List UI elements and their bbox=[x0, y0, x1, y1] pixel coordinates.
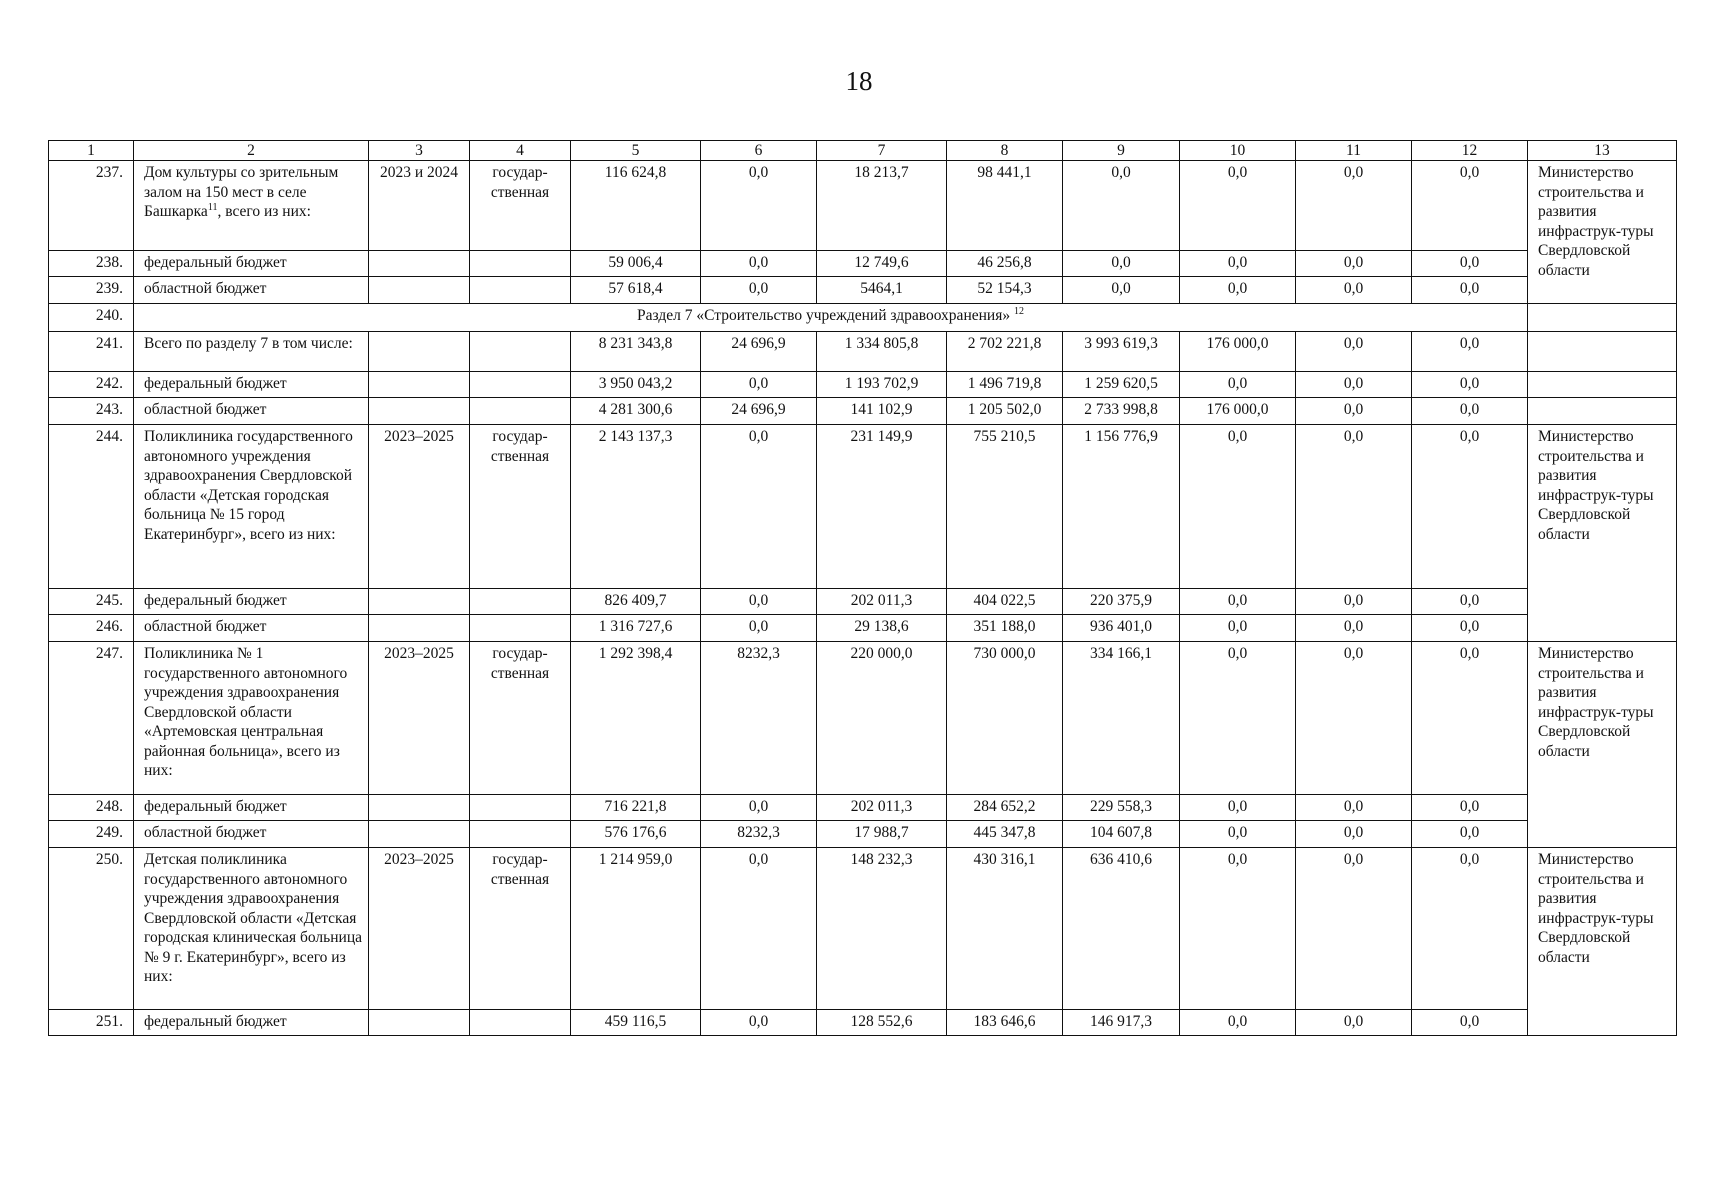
value-cell: 0,0 bbox=[1180, 251, 1296, 277]
column-header-row bbox=[49, 141, 1677, 161]
value-cell: 0,0 bbox=[1412, 848, 1528, 1010]
value-cell: 1 205 502,0 bbox=[947, 398, 1063, 425]
value-cell: 1 334 805,8 bbox=[817, 332, 947, 372]
value-cell: 24 696,9 bbox=[701, 398, 817, 425]
value-cell: 18 213,7 bbox=[817, 161, 947, 251]
value-cell: 0,0 bbox=[1296, 795, 1412, 821]
value-cell: 636 410,6 bbox=[1063, 848, 1180, 1010]
item-name-text: областной бюджет bbox=[144, 401, 267, 418]
section-title bbox=[134, 304, 1528, 332]
value-cell: 0,0 bbox=[1296, 251, 1412, 277]
value-cell: 46 256,8 bbox=[947, 251, 1063, 277]
row-number: 239. bbox=[49, 277, 134, 304]
value-cell: 8232,3 bbox=[701, 642, 817, 795]
value-cell: 1 156 776,9 bbox=[1063, 425, 1180, 589]
value-cell: 57 618,4 bbox=[571, 277, 701, 304]
years-cell: 2023–2025 bbox=[369, 848, 470, 1010]
ownership-type bbox=[470, 332, 571, 372]
value-cell: 0,0 bbox=[1296, 589, 1412, 615]
value-cell: 0,0 bbox=[1412, 615, 1528, 642]
value-cell: 0,0 bbox=[1180, 821, 1296, 848]
value-cell: 0,0 bbox=[1063, 277, 1180, 304]
value-cell: 5464,1 bbox=[817, 277, 947, 304]
table-row bbox=[49, 795, 1677, 821]
ownership-type bbox=[470, 821, 571, 848]
value-cell: 0,0 bbox=[701, 161, 817, 251]
value-cell: 0,0 bbox=[1063, 251, 1180, 277]
ownership-type bbox=[470, 795, 571, 821]
ownership-type bbox=[470, 589, 571, 615]
row-number: 246. bbox=[49, 615, 134, 642]
years-cell bbox=[369, 1010, 470, 1036]
value-cell: 351 188,0 bbox=[947, 615, 1063, 642]
value-cell: 176 000,0 bbox=[1180, 332, 1296, 372]
value-cell: 0,0 bbox=[701, 425, 817, 589]
table-row bbox=[49, 848, 1677, 1010]
ownership-type: государ-ственная bbox=[470, 848, 571, 1010]
responsible-org: Министерство строительства и развития инфраструк-туры Свердловской области bbox=[1528, 642, 1677, 848]
years-cell bbox=[369, 589, 470, 615]
item-name-text: федеральный бюджет bbox=[144, 798, 287, 815]
value-cell: 0,0 bbox=[1296, 425, 1412, 589]
column-header: 3 bbox=[369, 141, 470, 161]
item-name bbox=[134, 615, 369, 642]
value-cell: 0,0 bbox=[1412, 332, 1528, 372]
value-cell: 0,0 bbox=[1296, 821, 1412, 848]
column-header: 8 bbox=[947, 141, 1063, 161]
value-cell: 229 558,3 bbox=[1063, 795, 1180, 821]
table-row bbox=[49, 1010, 1677, 1036]
item-name-text: Поликлиника № 1 государственного автономного учреждения здравоохранения Свердловской области «Артемовская центральная районная больница», всего из них: bbox=[144, 645, 348, 779]
table-row bbox=[49, 161, 1677, 251]
ownership-type bbox=[470, 398, 571, 425]
years-cell: 2023 и 2024 bbox=[369, 161, 470, 251]
value-cell: 24 696,9 bbox=[701, 332, 817, 372]
item-name bbox=[134, 642, 369, 795]
row-number: 251. bbox=[49, 1010, 134, 1036]
item-name bbox=[134, 821, 369, 848]
value-cell: 0,0 bbox=[701, 795, 817, 821]
item-name bbox=[134, 372, 369, 398]
value-cell: 202 011,3 bbox=[817, 589, 947, 615]
table-row bbox=[49, 615, 1677, 642]
value-cell: 334 166,1 bbox=[1063, 642, 1180, 795]
responsible-org: Министерство строительства и развития инфраструк-туры Свердловской области bbox=[1528, 425, 1677, 642]
years-cell bbox=[369, 332, 470, 372]
item-name bbox=[134, 1010, 369, 1036]
value-cell: 0,0 bbox=[701, 1010, 817, 1036]
ownership-type bbox=[470, 1010, 571, 1036]
column-header: 9 bbox=[1063, 141, 1180, 161]
section-title-text: Раздел 7 «Строительство учреждений здравоохранения» bbox=[637, 307, 1011, 324]
value-cell: 29 138,6 bbox=[817, 615, 947, 642]
value-cell: 0,0 bbox=[1296, 161, 1412, 251]
table-row bbox=[49, 251, 1677, 277]
value-cell: 3 950 043,2 bbox=[571, 372, 701, 398]
value-cell: 0,0 bbox=[1412, 372, 1528, 398]
value-cell: 4 281 300,6 bbox=[571, 398, 701, 425]
years-cell bbox=[369, 277, 470, 304]
value-cell: 1 259 620,5 bbox=[1063, 372, 1180, 398]
value-cell: 0,0 bbox=[1180, 642, 1296, 795]
value-cell: 1 292 398,4 bbox=[571, 642, 701, 795]
value-cell: 826 409,7 bbox=[571, 589, 701, 615]
value-cell: 52 154,3 bbox=[947, 277, 1063, 304]
value-cell: 0,0 bbox=[1412, 1010, 1528, 1036]
item-name bbox=[134, 161, 369, 251]
value-cell: 116 624,8 bbox=[571, 161, 701, 251]
value-cell: 231 149,9 bbox=[817, 425, 947, 589]
value-cell: 141 102,9 bbox=[817, 398, 947, 425]
table-row bbox=[49, 304, 1677, 332]
value-cell: 0,0 bbox=[1412, 425, 1528, 589]
value-cell: 0,0 bbox=[1296, 332, 1412, 372]
row-number: 248. bbox=[49, 795, 134, 821]
value-cell: 8 231 343,8 bbox=[571, 332, 701, 372]
value-cell: 1 214 959,0 bbox=[571, 848, 701, 1010]
item-name-text: федеральный бюджет bbox=[144, 1013, 287, 1030]
item-name-text: Детская поликлиника государственного автономного учреждения здравоохранения Свердловской области «Детская городская клиническая больница № 9 г. Екатеринбург», всего из них: bbox=[144, 851, 362, 985]
value-cell: 2 733 998,8 bbox=[1063, 398, 1180, 425]
row-number: 245. bbox=[49, 589, 134, 615]
value-cell: 0,0 bbox=[1180, 1010, 1296, 1036]
page-number: 18 bbox=[845, 66, 873, 96]
item-name bbox=[134, 277, 369, 304]
value-cell: 755 210,5 bbox=[947, 425, 1063, 589]
responsible-org-empty bbox=[1528, 398, 1677, 425]
value-cell: 0,0 bbox=[1296, 642, 1412, 795]
value-cell: 0,0 bbox=[1412, 642, 1528, 795]
column-header: 10 bbox=[1180, 141, 1296, 161]
value-cell: 0,0 bbox=[1412, 821, 1528, 848]
table-row bbox=[49, 398, 1677, 425]
value-cell: 0,0 bbox=[701, 251, 817, 277]
item-name bbox=[134, 398, 369, 425]
column-header: 12 bbox=[1412, 141, 1528, 161]
years-cell bbox=[369, 372, 470, 398]
value-cell: 0,0 bbox=[1180, 848, 1296, 1010]
table-row bbox=[49, 821, 1677, 848]
row-number: 243. bbox=[49, 398, 134, 425]
value-cell: 0,0 bbox=[1296, 277, 1412, 304]
item-name bbox=[134, 848, 369, 1010]
responsible-org-empty bbox=[1528, 332, 1677, 372]
item-name-text: федеральный бюджет bbox=[144, 375, 287, 392]
value-cell: 430 316,1 bbox=[947, 848, 1063, 1010]
row-number: 240. bbox=[49, 304, 134, 332]
footnote-ref: 11 bbox=[207, 201, 218, 213]
value-cell: 8232,3 bbox=[701, 821, 817, 848]
item-name bbox=[134, 332, 369, 372]
value-cell: 220 000,0 bbox=[817, 642, 947, 795]
value-cell: 202 011,3 bbox=[817, 795, 947, 821]
value-cell: 183 646,6 bbox=[947, 1010, 1063, 1036]
row-number: 242. bbox=[49, 372, 134, 398]
row-number: 249. bbox=[49, 821, 134, 848]
years-cell bbox=[369, 398, 470, 425]
responsible-org: Министерство строительства и развития инфраструк-туры Свердловской области bbox=[1528, 161, 1677, 304]
value-cell: 0,0 bbox=[1412, 398, 1528, 425]
value-cell: 730 000,0 bbox=[947, 642, 1063, 795]
ownership-type: государ-ственная bbox=[470, 425, 571, 589]
value-cell: 404 022,5 bbox=[947, 589, 1063, 615]
value-cell: 0,0 bbox=[1296, 615, 1412, 642]
value-cell: 12 749,6 bbox=[817, 251, 947, 277]
value-cell: 220 375,9 bbox=[1063, 589, 1180, 615]
value-cell: 0,0 bbox=[1296, 848, 1412, 1010]
value-cell: 576 176,6 bbox=[571, 821, 701, 848]
value-cell: 0,0 bbox=[701, 848, 817, 1010]
column-header: 7 bbox=[817, 141, 947, 161]
value-cell: 0,0 bbox=[1180, 615, 1296, 642]
value-cell: 0,0 bbox=[1412, 251, 1528, 277]
value-cell: 0,0 bbox=[1180, 795, 1296, 821]
years-cell bbox=[369, 251, 470, 277]
value-cell: 98 441,1 bbox=[947, 161, 1063, 251]
table-row bbox=[49, 332, 1677, 372]
responsible-org-empty bbox=[1528, 372, 1677, 398]
value-cell: 0,0 bbox=[1063, 161, 1180, 251]
value-cell: 3 993 619,3 bbox=[1063, 332, 1180, 372]
value-cell: 0,0 bbox=[1180, 277, 1296, 304]
value-cell: 0,0 bbox=[1180, 425, 1296, 589]
value-cell: 936 401,0 bbox=[1063, 615, 1180, 642]
value-cell: 0,0 bbox=[701, 277, 817, 304]
value-cell: 146 917,3 bbox=[1063, 1010, 1180, 1036]
value-cell: 0,0 bbox=[1412, 277, 1528, 304]
table-row bbox=[49, 425, 1677, 589]
value-cell: 0,0 bbox=[1296, 1010, 1412, 1036]
row-number: 237. bbox=[49, 161, 134, 251]
value-cell: 17 988,7 bbox=[817, 821, 947, 848]
value-cell: 1 496 719,8 bbox=[947, 372, 1063, 398]
item-name bbox=[134, 425, 369, 589]
value-cell: 176 000,0 bbox=[1180, 398, 1296, 425]
value-cell: 0,0 bbox=[1296, 372, 1412, 398]
ownership-type bbox=[470, 372, 571, 398]
column-header: 2 bbox=[134, 141, 369, 161]
footnote-ref: 12 bbox=[1013, 305, 1024, 317]
item-name bbox=[134, 251, 369, 277]
value-cell: 0,0 bbox=[1412, 161, 1528, 251]
value-cell: 445 347,8 bbox=[947, 821, 1063, 848]
table-row bbox=[49, 277, 1677, 304]
table-row bbox=[49, 589, 1677, 615]
value-cell: 104 607,8 bbox=[1063, 821, 1180, 848]
column-header: 13 bbox=[1528, 141, 1677, 161]
value-cell: 0,0 bbox=[1412, 795, 1528, 821]
row-number: 244. bbox=[49, 425, 134, 589]
item-name-text: областной бюджет bbox=[144, 280, 267, 297]
column-header: 1 bbox=[49, 141, 134, 161]
value-cell: 0,0 bbox=[701, 372, 817, 398]
ownership-type: государ-ственная bbox=[470, 642, 571, 795]
value-cell: 0,0 bbox=[1180, 372, 1296, 398]
value-cell: 459 116,5 bbox=[571, 1010, 701, 1036]
column-header: 5 bbox=[571, 141, 701, 161]
value-cell: 0,0 bbox=[1296, 398, 1412, 425]
item-name-text: областной бюджет bbox=[144, 618, 267, 635]
ownership-type bbox=[470, 251, 571, 277]
ownership-type bbox=[470, 277, 571, 304]
row-number: 241. bbox=[49, 332, 134, 372]
item-name-text: Дом культуры со зрительным залом на 150 мест в селе Башкарка bbox=[144, 164, 339, 220]
value-cell: 0,0 bbox=[701, 615, 817, 642]
item-name-text: Поликлиника государственного автономного учреждения здравоохранения Свердловской области «Детская городская больница № 15 город Екатеринбург», всего из них: bbox=[144, 428, 353, 543]
row-number: 247. bbox=[49, 642, 134, 795]
item-name-text: Всего по разделу 7 в том числе: bbox=[144, 335, 353, 352]
table-row bbox=[49, 642, 1677, 795]
value-cell: 0,0 bbox=[1180, 161, 1296, 251]
value-cell: 0,0 bbox=[1180, 589, 1296, 615]
item-name-text: федеральный бюджет bbox=[144, 592, 287, 609]
column-header: 4 bbox=[470, 141, 571, 161]
item-name-tail: , всего из них: bbox=[217, 203, 311, 220]
item-name-text: областной бюджет bbox=[144, 824, 267, 841]
years-cell: 2023–2025 bbox=[369, 642, 470, 795]
table-row bbox=[49, 372, 1677, 398]
item-name bbox=[134, 795, 369, 821]
ownership-type: государ-ственная bbox=[470, 161, 571, 251]
item-name-text: федеральный бюджет bbox=[144, 254, 287, 271]
value-cell: 284 652,2 bbox=[947, 795, 1063, 821]
value-cell: 716 221,8 bbox=[571, 795, 701, 821]
budget-table bbox=[48, 140, 1677, 1036]
years-cell bbox=[369, 821, 470, 848]
ownership-type bbox=[470, 615, 571, 642]
row-number: 238. bbox=[49, 251, 134, 277]
value-cell: 1 193 702,9 bbox=[817, 372, 947, 398]
responsible-org-empty bbox=[1528, 304, 1677, 332]
value-cell: 128 552,6 bbox=[817, 1010, 947, 1036]
value-cell: 1 316 727,6 bbox=[571, 615, 701, 642]
column-header: 6 bbox=[701, 141, 817, 161]
row-number: 250. bbox=[49, 848, 134, 1010]
value-cell: 148 232,3 bbox=[817, 848, 947, 1010]
value-cell: 0,0 bbox=[1412, 589, 1528, 615]
years-cell bbox=[369, 795, 470, 821]
years-cell: 2023–2025 bbox=[369, 425, 470, 589]
years-cell bbox=[369, 615, 470, 642]
column-header: 11 bbox=[1296, 141, 1412, 161]
responsible-org: Министерство строительства и развития инфраструк-туры Свердловской области bbox=[1528, 848, 1677, 1036]
value-cell: 59 006,4 bbox=[571, 251, 701, 277]
value-cell: 2 702 221,8 bbox=[947, 332, 1063, 372]
item-name bbox=[134, 589, 369, 615]
value-cell: 2 143 137,3 bbox=[571, 425, 701, 589]
value-cell: 0,0 bbox=[701, 589, 817, 615]
